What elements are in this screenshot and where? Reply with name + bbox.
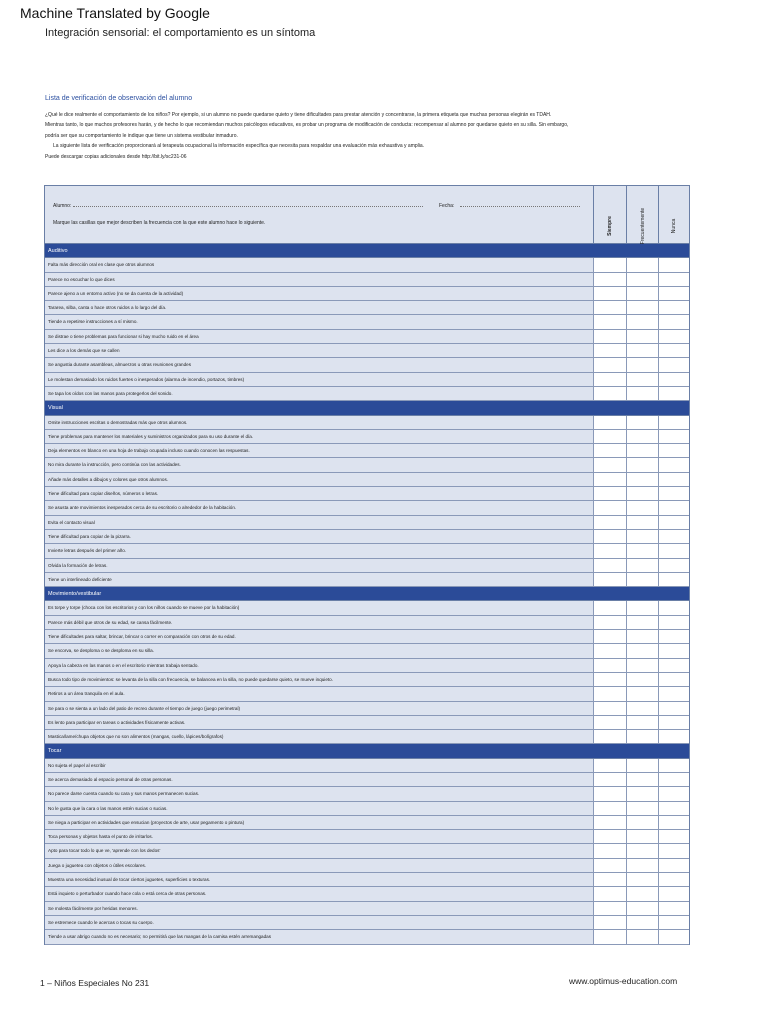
footer-page-label: 1 – Niños Especiales No 231 [40, 978, 150, 988]
date-input-line[interactable] [460, 203, 580, 207]
checklist-item-text: Se acerca demasiado al espacio personal de otras personas. [48, 776, 173, 782]
checkbox-never[interactable] [658, 902, 689, 915]
checklist-row [45, 601, 689, 615]
intro-line: Mientras tanto, lo que muchos profesores harán, y de hecho lo que recomiendan muchos psicólogos educativos, es probar un programa de modificación de conducta: recompensar al alumno por quedarse quieto en su silla. Sin embargo, [45, 122, 569, 129]
checkbox-never[interactable] [658, 516, 689, 529]
checklist-row [45, 759, 689, 773]
checkbox-often[interactable] [626, 330, 659, 343]
checklist-item-text: Tiene problemas para mantener los materiales y suministros organizados para su uso durante el día. [48, 433, 254, 439]
checklist-row [45, 673, 689, 687]
checkbox-often[interactable] [626, 516, 659, 529]
checkbox-never[interactable] [658, 702, 689, 715]
frequency-header-never: Nunca [658, 186, 689, 244]
checklist-row [45, 873, 689, 887]
checkbox-never[interactable] [658, 873, 689, 886]
checklist-item-text: Parece no escuchar lo que dices [48, 276, 115, 282]
checkbox-always[interactable] [593, 273, 626, 286]
checkbox-often[interactable] [626, 301, 659, 314]
checklist-item-text: Es torpe y torpe (choca con los escritorios y con los niños cuando se mueve por la habitación) [48, 605, 240, 611]
checkbox-never[interactable] [658, 787, 689, 800]
checklist-row [45, 573, 689, 587]
checklist-item-text: Deja elementos en blanco en una hoja de trabajo ocupada incluso cuando conocen las respuestas. [48, 448, 250, 454]
checklist-item-text: Evita el contacto visual [48, 519, 95, 525]
checklist-row [45, 559, 689, 573]
checklist-row [45, 358, 689, 372]
checklist-row [45, 516, 689, 530]
checkbox-always[interactable] [593, 759, 626, 772]
checklist-item-text: Tiende a repetirse instrucciones a sí mismo. [48, 319, 138, 325]
checklist-row [45, 702, 689, 716]
intro-line: Puede descargar copias adicionales desde http://bit.ly/sc231-06 [45, 153, 187, 160]
student-label: Alumno: [53, 203, 72, 209]
checklist-row [45, 544, 689, 558]
checkbox-always[interactable] [593, 301, 626, 314]
checkbox-often[interactable] [626, 930, 659, 943]
checklist-row [45, 773, 689, 787]
footer-website: www.optimus-education.com [569, 976, 678, 986]
section-heading: Lista de verificación de observación del alumno [45, 95, 193, 102]
checkbox-always[interactable] [593, 702, 626, 715]
intro-line: La siguiente lista de verificación proporcionará al terapeuta ocupacional la información específica que necesita para respaldar una evaluación más exhaustiva y amplia. [53, 143, 425, 150]
checklist-row [45, 273, 689, 287]
checkbox-often[interactable] [626, 630, 659, 643]
intro-line: ¿Qué le dice realmente el comportamiento de los niños? Por ejemplo, si un alumno no puede quedarse quieto y tiene dificultades para prestar atención y concentrarse, la primera etiqueta que muchas personas elegirán es TDAH. [45, 112, 552, 118]
checkbox-never[interactable] [658, 487, 689, 500]
checkbox-often[interactable] [626, 373, 659, 386]
document-title: Integración sensorial: el comportamiento es un síntoma [45, 27, 316, 39]
checklist-item-text: Añade más detalles a dibujos y colores que otros alumnos. [48, 476, 169, 482]
checkbox-often[interactable] [626, 902, 659, 915]
checklist-row [45, 487, 689, 501]
checklist-item-text: Juega o juguetea con objetos o útiles escolares. [48, 862, 147, 868]
checkbox-often[interactable] [626, 844, 659, 857]
checkbox-always[interactable] [593, 444, 626, 457]
checkbox-never[interactable] [658, 373, 689, 386]
checklist-row [45, 644, 689, 658]
checklist-row [45, 716, 689, 730]
category-header: Visual [45, 401, 689, 415]
intro-text [45, 110, 695, 162]
checklist-item-text: Parece ajeno a un entorno activo (no se da cuenta de la actividad) [48, 290, 184, 296]
checklist-item-text: Se asusta ante movimientos inesperados cerca de su escritorio o alrededor de la habitación. [48, 505, 237, 511]
checkbox-never[interactable] [658, 458, 689, 471]
checkbox-never[interactable] [658, 501, 689, 514]
checklist-item-text: Olvida la formación de letras. [48, 562, 108, 568]
checkbox-always[interactable] [593, 358, 626, 371]
checklist-instruction: Marque las casillas que mejor describen la frecuencia con la que este alumno hace lo siguiente. [53, 220, 266, 226]
checkbox-always[interactable] [593, 501, 626, 514]
checklist-row [45, 330, 689, 344]
checklist-rows [45, 244, 689, 945]
checkbox-often[interactable] [626, 287, 659, 300]
checkbox-never[interactable] [658, 802, 689, 815]
checklist-item-text: Apoya la cabeza en las manos o en el escritorio mientras trabaja sentado. [48, 662, 199, 668]
checkbox-often[interactable] [626, 258, 659, 271]
checkbox-never[interactable] [658, 273, 689, 286]
checklist-item-text: Omite instrucciones escritas o demostradas más que otros alumnos. [48, 419, 188, 425]
checklist-item-text: Falta más dirección oral en clase que otros alumnos [48, 262, 155, 268]
checkbox-always[interactable] [593, 659, 626, 672]
machine-translation-banner: Machine Translated by Google [20, 5, 210, 21]
checklist-item-text: Le molestan demasiado los ruidos fuertes o inesperados (alarma de incendio, portazos, timbres) [48, 376, 245, 382]
checklist-item-text: Se tapa los oídos con las manos para protegerlos del sonido. [48, 390, 173, 396]
checklist-row [45, 473, 689, 487]
checkbox-never[interactable] [658, 673, 689, 686]
checkbox-always[interactable] [593, 573, 626, 586]
checkbox-often[interactable] [626, 616, 659, 629]
checklist-row [45, 416, 689, 430]
checklist-item-text: Está inquieto o perturbador cuando hace cola o está cerca de otras personas. [48, 891, 207, 897]
checkbox-often[interactable] [626, 416, 659, 429]
checkbox-always[interactable] [593, 873, 626, 886]
checkbox-often[interactable] [626, 787, 659, 800]
checkbox-always[interactable] [593, 830, 626, 843]
checkbox-always[interactable] [593, 687, 626, 700]
checklist-item-text: No sujeta el papel al escribir [48, 762, 106, 768]
checkbox-often[interactable] [626, 830, 659, 843]
checklist-row [45, 344, 689, 358]
checklist-row [45, 930, 689, 944]
checkbox-often[interactable] [626, 487, 659, 500]
intro-line: podría ser que su comportamiento le indique que tiene un sistema vestibular inmaduro. [45, 132, 238, 139]
checkbox-never[interactable] [658, 573, 689, 586]
checkbox-always[interactable] [593, 315, 626, 328]
checklist-item-text: Invierte letras después del primer año. [48, 548, 127, 554]
checkbox-never[interactable] [658, 258, 689, 271]
checklist-item-text: Se molesta fácilmente por heridas menores. [48, 905, 138, 911]
checklist-row [45, 616, 689, 630]
date-label: Fecha: [439, 203, 455, 209]
frequency-header-often: Frecuentemente [626, 186, 659, 244]
checkbox-often[interactable] [626, 530, 659, 543]
category-header: Tocar [45, 744, 689, 758]
category-header: Auditivo [45, 244, 689, 258]
checklist-row [45, 387, 689, 401]
checklist-row [45, 315, 689, 329]
checkbox-never[interactable] [658, 916, 689, 929]
checkbox-always[interactable] [593, 802, 626, 815]
checkbox-always[interactable] [593, 773, 626, 786]
checkbox-often[interactable] [626, 444, 659, 457]
checkbox-never[interactable] [658, 387, 689, 400]
checkbox-often[interactable] [626, 873, 659, 886]
checkbox-never[interactable] [658, 859, 689, 872]
checkbox-always[interactable] [593, 601, 626, 614]
checklist-row [45, 530, 689, 544]
checkbox-often[interactable] [626, 887, 659, 900]
checkbox-always[interactable] [593, 730, 626, 743]
checklist-header [45, 186, 593, 244]
checklist-row [45, 787, 689, 801]
checklist-item-text: Les dice a los demás que se callen [48, 348, 120, 354]
observation-checklist [44, 185, 690, 945]
checklist-item-text: Es lento para participar en tareas o actividades físicamente activas. [48, 719, 186, 725]
checkbox-often[interactable] [626, 601, 659, 614]
checklist-row [45, 258, 689, 272]
checkbox-always[interactable] [593, 487, 626, 500]
checklist-item-text: Parece más débil que otros de su edad, se cansa fácilmente. [48, 619, 173, 625]
checklist-row [45, 373, 689, 387]
checkbox-always[interactable] [593, 530, 626, 543]
checkbox-often[interactable] [626, 716, 659, 729]
checkbox-always[interactable] [593, 416, 626, 429]
checkbox-always[interactable] [593, 344, 626, 357]
checklist-item-text: Tiene un interlineado deficiente [48, 576, 112, 582]
date-field[interactable] [439, 203, 580, 209]
checklist-item-text: No parece darse cuenta cuando su cara y sus manos permanecen sucias. [48, 791, 200, 797]
checkbox-always[interactable] [593, 458, 626, 471]
checklist-row [45, 630, 689, 644]
checkbox-always[interactable] [593, 644, 626, 657]
checkbox-often[interactable] [626, 430, 659, 443]
checkbox-always[interactable] [593, 844, 626, 857]
checklist-row [45, 444, 689, 458]
checkbox-never[interactable] [658, 630, 689, 643]
checkbox-always[interactable] [593, 716, 626, 729]
checkbox-never[interactable] [658, 430, 689, 443]
checklist-row [45, 501, 689, 515]
checkbox-never[interactable] [658, 830, 689, 843]
checkbox-never[interactable] [658, 287, 689, 300]
checklist-row [45, 830, 689, 844]
checkbox-never[interactable] [658, 330, 689, 343]
checklist-row [45, 902, 689, 916]
checklist-item-text: Muestra una necesidad inusual de tocar ciertos juguetes, superficies o texturas. [48, 877, 211, 883]
checklist-row [45, 802, 689, 816]
student-field[interactable] [53, 203, 423, 209]
checkbox-never[interactable] [658, 358, 689, 371]
checkbox-often[interactable] [626, 358, 659, 371]
checkbox-always[interactable] [593, 258, 626, 271]
checkbox-never[interactable] [658, 315, 689, 328]
checkbox-often[interactable] [626, 473, 659, 486]
checklist-item-text: Busca todo tipo de movimientos: se levanta de la silla con frecuencia, se balancea en la silla, no puede quedarse quieto, se mueve inquieto. [48, 676, 333, 682]
checkbox-often[interactable] [626, 315, 659, 328]
checkbox-always[interactable] [593, 616, 626, 629]
checklist-row [45, 730, 689, 744]
checkbox-often[interactable] [626, 659, 659, 672]
checkbox-always[interactable] [593, 630, 626, 643]
checklist-row [45, 287, 689, 301]
checkbox-always[interactable] [593, 816, 626, 829]
checklist-item-text: No mira durante la instrucción, pero continúa con las actividades. [48, 462, 181, 468]
checkbox-never[interactable] [658, 644, 689, 657]
frequency-header-always: Siempre [593, 186, 626, 244]
checkbox-often[interactable] [626, 573, 659, 586]
checkbox-never[interactable] [658, 301, 689, 314]
checkbox-often[interactable] [626, 859, 659, 872]
checkbox-never[interactable] [658, 544, 689, 557]
checkbox-always[interactable] [593, 330, 626, 343]
checkbox-often[interactable] [626, 344, 659, 357]
checkbox-always[interactable] [593, 787, 626, 800]
checklist-row [45, 916, 689, 930]
checklist-item-text: Se niega a participar en actividades que ensucian (proyectos de arte, usar pegamento o pintura) [48, 819, 245, 825]
checkbox-never[interactable] [658, 444, 689, 457]
checkbox-often[interactable] [626, 730, 659, 743]
checkbox-never[interactable] [658, 816, 689, 829]
checklist-row [45, 687, 689, 701]
checklist-item-text: Se distrae o tiene problemas para funcionar si hay mucho ruido en el área [48, 333, 199, 339]
checkbox-never[interactable] [658, 601, 689, 614]
checkbox-often[interactable] [626, 501, 659, 514]
checklist-item-text: Se encorva, se desploma o se desploma en su silla. [48, 648, 154, 654]
checkbox-never[interactable] [658, 344, 689, 357]
checkbox-always[interactable] [593, 902, 626, 915]
checklist-row [45, 816, 689, 830]
checkbox-often[interactable] [626, 544, 659, 557]
checkbox-often[interactable] [626, 916, 659, 929]
checklist-row [45, 844, 689, 858]
checkbox-always[interactable] [593, 859, 626, 872]
checkbox-always[interactable] [593, 887, 626, 900]
checkbox-never[interactable] [658, 759, 689, 772]
checklist-item-text: Toca personas y objetos hasta el punto de irritarlos. [48, 834, 153, 840]
checkbox-never[interactable] [658, 773, 689, 786]
checkbox-always[interactable] [593, 430, 626, 443]
checkbox-often[interactable] [626, 559, 659, 572]
checklist-item-text: Tiene dificultades para saltar, brincar, brincar o correr en comparación con otros de su edad. [48, 634, 236, 640]
checklist-item-text: Se angustia durante asambleas, almuerzos u otras reuniones grandes [48, 362, 192, 368]
checkbox-never[interactable] [658, 473, 689, 486]
checklist-row [45, 659, 689, 673]
checkbox-always[interactable] [593, 373, 626, 386]
checkbox-often[interactable] [626, 759, 659, 772]
checklist-item-text: Se estremece cuando le acercas o tocas su cuerpo. [48, 919, 154, 925]
checklist-item-text: Tiene dificultad para copiar de la pizarra. [48, 533, 131, 539]
checkbox-never[interactable] [658, 844, 689, 857]
checkbox-always[interactable] [593, 516, 626, 529]
checkbox-always[interactable] [593, 673, 626, 686]
checklist-item-text: No le gusta que la cara o las manos estén sucias o sucias. [48, 805, 168, 811]
checklist-item-text: Tiene dificultad para copiar diseños, números o letras. [48, 491, 159, 497]
checklist-item-text: Mastica/lame/chupa objetos que no son alimentos (mangas, cuello, lápices/bolígrafos) [48, 734, 224, 740]
checkbox-often[interactable] [626, 773, 659, 786]
checklist-row [45, 887, 689, 901]
checklist-item-text: Tararea, silba, canta o hace otros ruidos a lo largo del día. [48, 305, 167, 311]
checkbox-never[interactable] [658, 530, 689, 543]
checkbox-often[interactable] [626, 687, 659, 700]
checklist-row [45, 458, 689, 472]
checklist-item-text: Se para o se sienta a un lado del patio de recreo durante el tiempo de juego (juego perimetral) [48, 705, 241, 711]
checkbox-often[interactable] [626, 458, 659, 471]
checkbox-never[interactable] [658, 616, 689, 629]
checkbox-never[interactable] [658, 659, 689, 672]
checkbox-always[interactable] [593, 544, 626, 557]
checklist-item-text: Apto para tocar todo lo que ve, 'aprende con los dedos' [48, 848, 161, 854]
checkbox-often[interactable] [626, 644, 659, 657]
checkbox-often[interactable] [626, 387, 659, 400]
checkbox-never[interactable] [658, 416, 689, 429]
checkbox-always[interactable] [593, 916, 626, 929]
checklist-row [45, 859, 689, 873]
checkbox-never[interactable] [658, 716, 689, 729]
checklist-item-text: Retiros a un área tranquila en el aula. [48, 691, 125, 697]
student-input-line[interactable] [73, 203, 423, 207]
checkbox-always[interactable] [593, 287, 626, 300]
checkbox-never[interactable] [658, 887, 689, 900]
checkbox-always[interactable] [593, 930, 626, 943]
checkbox-never[interactable] [658, 559, 689, 572]
checkbox-always[interactable] [593, 473, 626, 486]
checkbox-always[interactable] [593, 559, 626, 572]
checkbox-often[interactable] [626, 802, 659, 815]
checklist-row [45, 301, 689, 315]
checkbox-often[interactable] [626, 816, 659, 829]
category-header: Movimiento/vestibular [45, 587, 689, 601]
checkbox-always[interactable] [593, 387, 626, 400]
checklist-item-text: Tiende a usar abrigo cuando no es necesario; no permitirá que las mangas de la camisa estén arremangadas [48, 934, 272, 940]
checkbox-often[interactable] [626, 673, 659, 686]
checkbox-often[interactable] [626, 273, 659, 286]
checklist-row [45, 430, 689, 444]
checkbox-never[interactable] [658, 687, 689, 700]
checkbox-often[interactable] [626, 702, 659, 715]
checkbox-never[interactable] [658, 930, 689, 943]
checkbox-never[interactable] [658, 730, 689, 743]
